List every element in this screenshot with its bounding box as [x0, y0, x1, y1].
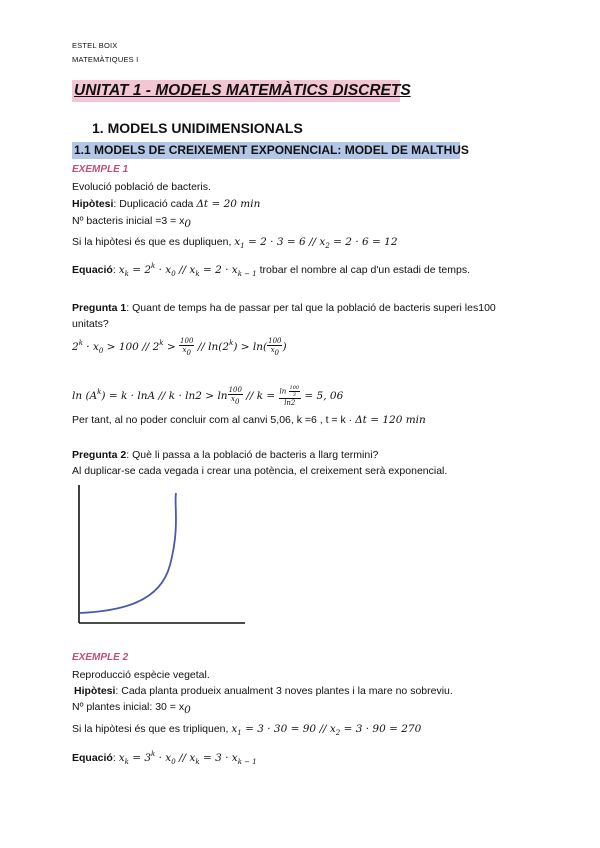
exponential-growth-graph	[70, 485, 250, 630]
question-1-cont: unitats?	[72, 318, 109, 330]
page-title: UNITAT 1 - MODELS MATEMÀTICS DISCRETS	[72, 80, 400, 102]
example-2-equation: Equació: $x_k = 3^k \cdot x_0 // x_k = 3 \cdot x_{k - 1}$	[72, 750, 257, 766]
inequality-formula: $2^k \cdot x_0 > 100 // 2^k$ > $\frac{100}{x_0}$ // $\ln(2^k) > \ln$( $\frac{100}{x_0}$ )	[72, 337, 287, 357]
exponential-curve	[80, 493, 176, 613]
header-author: ESTEL BOIX	[72, 41, 118, 50]
example-1-initial: Nº bacteris inicial $=3 = x_0$	[72, 215, 192, 230]
example-2-description: Reproducció espècie vegetal.	[72, 669, 210, 681]
example-2-label: EXEMPLE 2	[72, 652, 129, 663]
subsection-heading: 1.1 MODELS DE CREIXEMENT EXPONENCIAL: MODEL DE MALTHUS	[74, 143, 469, 157]
conclusion: Per tant, al no poder concluir com al canvi 5,06, k =6 , t = k · Δt = 120 min	[72, 414, 426, 426]
example-1-label: EXEMPLE 1	[72, 164, 129, 175]
example-2-hypothesis: Hipòtesi: Cada planta produeix anualment 3 noves plantes i la mare no sobreviu.	[74, 685, 453, 697]
question-2: Pregunta 2: Què li passa a la població de bacteris a llarg termini?	[72, 449, 379, 461]
example-2-assumption: Si la hipòtesi és que es tripliquen, $x_1 = 3 \cdot 30 = 90 // x_2 = 3 \cdot 90 = 270$	[72, 723, 422, 737]
example-1-assumption: Si la hipòtesi és que es dupliquen, $x_1 = 2 \cdot 3 = 6 // x_2 = 2 \cdot 6 = 12$	[72, 236, 398, 250]
example-1-description: Evolució població de bacteris.	[72, 181, 211, 193]
section-heading: 1. MODELS UNIDIMENSIONALS	[92, 120, 303, 136]
example-1-equation: Equació: $x_k = 2^k \cdot x_0 // x_k = 2 \cdot x_{k - 1}$ trobar el nombre al cap d'un estadi de temps.	[72, 262, 471, 278]
logarithm-formula: $\ln (A^k) = k \cdot \ln A // k \cdot \ln 2 > \ln$ $\frac{100}{x_0}$ // k = ln $\frac{100}{3}$ ln2 = 5, 06	[72, 385, 344, 407]
question-2-answer: Al duplicar-se cada vegada i crear una potència, el creixement serà exponencial.	[72, 465, 448, 477]
example-2-initial: Nº plantes inicial: $30 = x_0$	[72, 701, 191, 716]
example-1-hypothesis: Hipòtesi: Duplicació cada Δt = 20 min	[72, 198, 261, 210]
header-subject: MATEMÀTIQUES I	[72, 55, 139, 64]
question-1: Pregunta 1: Quant de temps ha de passar per tal que la població de bacteris superi les100	[72, 302, 496, 314]
